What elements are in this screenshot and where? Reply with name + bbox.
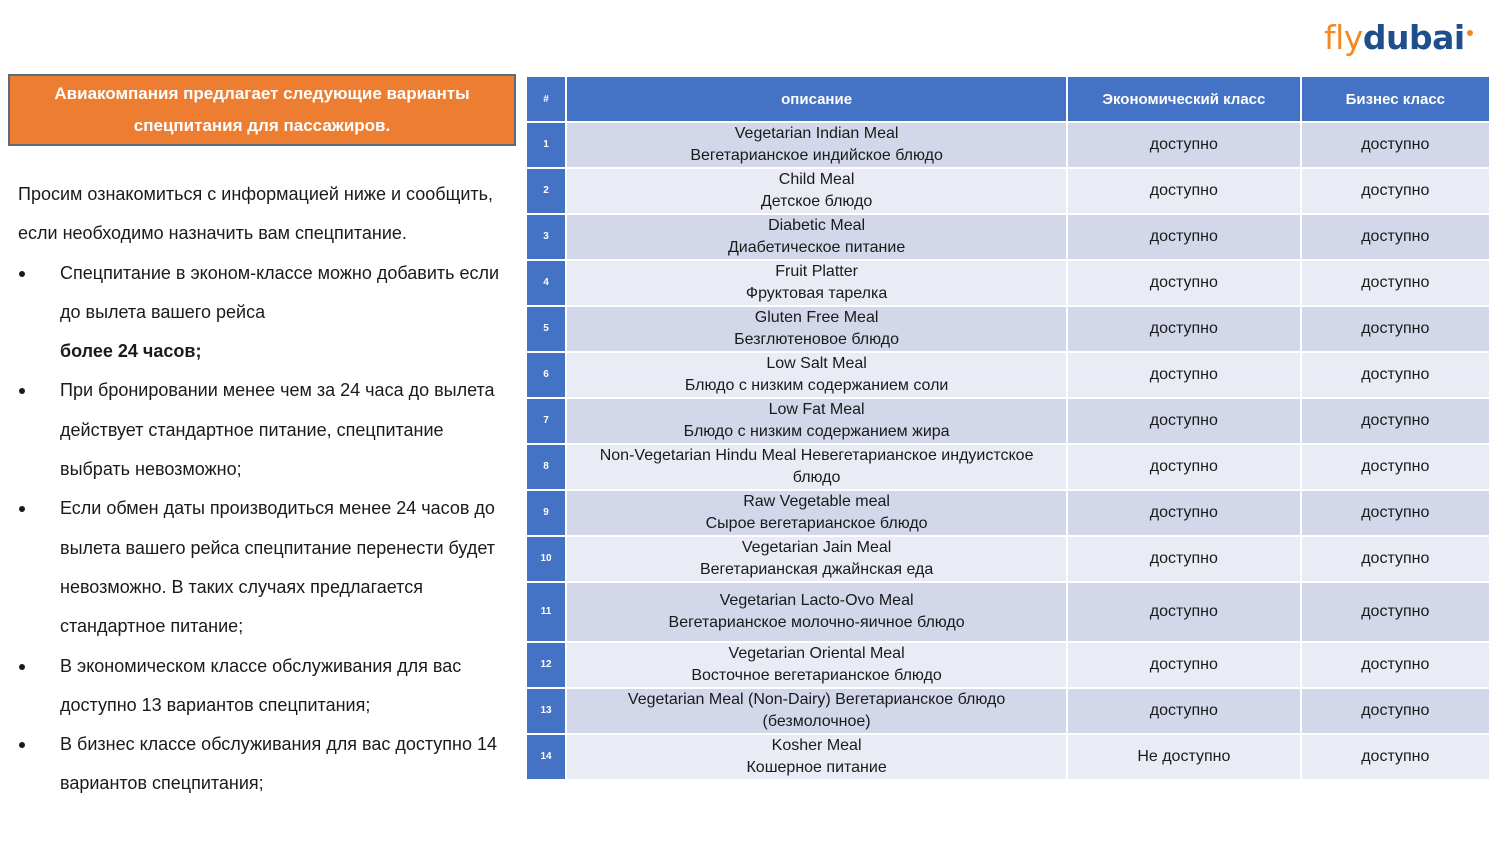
row-number: 13: [527, 689, 565, 733]
header-economy: Экономический класс: [1068, 77, 1299, 121]
economy-availability: доступно: [1068, 491, 1299, 535]
table-row: [527, 445, 1489, 489]
meal-description: [567, 399, 1066, 443]
table-row: [527, 643, 1489, 687]
meal-name-line2: Безглютеновое блюдо: [734, 331, 900, 348]
meal-name-line2: Блюдо с низким содержанием жира: [683, 423, 950, 440]
row-number: 4: [527, 261, 565, 305]
economy-availability: доступно: [1068, 353, 1299, 397]
flydubai-logo: [1324, 18, 1473, 58]
header-description: описание: [567, 77, 1066, 121]
meal-name-line2: Блюдо с низким содержанием соли: [684, 377, 949, 394]
economy-availability: доступно: [1068, 643, 1299, 687]
meal-name-line1: Low Salt Meal: [766, 355, 867, 372]
business-availability: доступно: [1302, 735, 1489, 779]
bullet-bold-text: более 24 часов;: [60, 341, 202, 362]
bullet-item: [18, 371, 513, 489]
table-row: [527, 735, 1489, 779]
economy-availability: доступно: [1068, 445, 1299, 489]
meal-name-line2: Детское блюдо: [760, 193, 873, 210]
meal-name-line2: блюдо: [792, 469, 841, 486]
meal-name-line1: Vegetarian Indian Meal: [734, 125, 899, 142]
meal-name-line2: Фруктовая тарелка: [745, 285, 888, 302]
logo-dot-icon: [1467, 30, 1473, 36]
meal-name-line1: Vegetarian Meal (Non-Dairy) Вегетарианское блюдо: [627, 691, 1006, 708]
meal-name-line2: (безмолочное): [762, 713, 871, 730]
row-number: 3: [527, 215, 565, 259]
economy-availability: Не доступно: [1068, 735, 1299, 779]
meal-description: [567, 445, 1066, 489]
business-availability: доступно: [1302, 261, 1489, 305]
meal-name-line1: Kosher Meal: [771, 737, 862, 754]
meal-description: [567, 215, 1066, 259]
table-row: [527, 169, 1489, 213]
bullet-item: [18, 254, 513, 372]
business-availability: доступно: [1302, 123, 1489, 167]
meal-name-line1: Diabetic Meal: [768, 217, 866, 234]
business-availability: доступно: [1302, 399, 1489, 443]
bullet-item: [18, 725, 513, 804]
business-availability: доступно: [1302, 537, 1489, 581]
row-number: 8: [527, 445, 565, 489]
meal-name-line2: Вегетарианская джайнская еда: [699, 561, 934, 578]
row-number: 9: [527, 491, 565, 535]
meal-name-line1: Non-Vegetarian Hindu Meal Невегетарианское индуистское: [599, 447, 1034, 464]
row-number: 10: [527, 537, 565, 581]
header-banner-line1: Авиакомпания предлагает следующие варианты: [54, 84, 470, 103]
meal-name-line1: Fruit Platter: [775, 263, 858, 280]
bullet-text: Спецпитание в эконом-классе можно добавить если до вылета вашего рейса: [60, 262, 500, 322]
bullet-text: В экономическом классе обслуживания для вас доступно 13 вариантов спецпитания;: [60, 655, 462, 715]
meal-description: [567, 537, 1066, 581]
meal-name-line2: Диабетическое питание: [727, 239, 906, 256]
bullet-text: При бронировании менее чем за 24 часа до вылета действует стандартное питание, спецпитание выбрать невозможно;: [60, 380, 495, 480]
business-availability: доступно: [1302, 491, 1489, 535]
bullet-item: [18, 489, 513, 646]
header-banner-line2: спецпитания для пассажиров.: [133, 116, 391, 135]
business-availability: доступно: [1302, 643, 1489, 687]
business-availability: доступно: [1302, 583, 1489, 641]
logo-dubai-text: dubai: [1362, 18, 1465, 57]
meal-description: [567, 491, 1066, 535]
meal-name-line1: Vegetarian Oriental Meal: [728, 645, 905, 662]
table-row: [527, 537, 1489, 581]
business-availability: доступно: [1302, 689, 1489, 733]
header-number: #: [527, 77, 565, 121]
economy-availability: доступно: [1068, 215, 1299, 259]
bullet-text: Если обмен даты производиться менее 24 часов до вылета вашего рейса спецпитание перенести будет невозможно. В таких случаях предлагается стандартное питание;: [60, 498, 495, 637]
economy-availability: доступно: [1068, 689, 1299, 733]
header-business: Бизнес класс: [1302, 77, 1489, 121]
row-number: 7: [527, 399, 565, 443]
intro-paragraph: Просим ознакомиться с информацией ниже и сообщить, если необходимо назначить вам спецпитание.: [18, 184, 494, 244]
table-row: [527, 583, 1489, 641]
meal-name-line2: Кошерное питание: [746, 759, 887, 776]
meal-name-line2: Сырое вегетарианское блюдо: [705, 515, 928, 532]
economy-availability: доступно: [1068, 537, 1299, 581]
table-row: [527, 689, 1489, 733]
table-row: [527, 399, 1489, 443]
info-bullet-list: [18, 254, 513, 804]
business-availability: доступно: [1302, 215, 1489, 259]
meal-name-line2: Вегетарианское молочно-яичное блюдо: [668, 614, 965, 631]
header-banner: [8, 74, 516, 146]
row-number: 11: [527, 583, 565, 641]
meal-description: [567, 353, 1066, 397]
row-number: 6: [527, 353, 565, 397]
bullet-item: [18, 647, 513, 726]
economy-availability: доступно: [1068, 307, 1299, 351]
meal-description: [567, 583, 1066, 641]
economy-availability: доступно: [1068, 399, 1299, 443]
business-availability: доступно: [1302, 169, 1489, 213]
row-number: 14: [527, 735, 565, 779]
meal-name-line1: Child Meal: [778, 171, 855, 188]
meal-description: [567, 307, 1066, 351]
meal-name-line1: Vegetarian Lacto-Ovo Meal: [719, 592, 914, 609]
economy-availability: доступно: [1068, 583, 1299, 641]
table-body: [527, 123, 1489, 779]
business-availability: доступно: [1302, 445, 1489, 489]
logo-fly-text: fly: [1324, 18, 1363, 57]
meal-description: [567, 735, 1066, 779]
meal-description: [567, 643, 1066, 687]
bullet-text: В бизнес классе обслуживания для вас доступно 14 вариантов спецпитания;: [60, 734, 498, 794]
table-row: [527, 261, 1489, 305]
table-row: [527, 353, 1489, 397]
economy-availability: доступно: [1068, 261, 1299, 305]
meal-name-line1: Raw Vegetable meal: [743, 493, 890, 510]
business-availability: доступно: [1302, 353, 1489, 397]
business-availability: доступно: [1302, 307, 1489, 351]
row-number: 1: [527, 123, 565, 167]
table-row: [527, 491, 1489, 535]
special-meals-table: [525, 75, 1491, 781]
meal-name-line1: Low Fat Meal: [768, 401, 865, 418]
meal-name-line2: Вегетарианское индийское блюдо: [690, 147, 943, 164]
table-row: [527, 307, 1489, 351]
meal-name-line2: Восточное вегетарианское блюдо: [691, 667, 942, 684]
meal-description: [567, 261, 1066, 305]
economy-availability: доступно: [1068, 123, 1299, 167]
row-number: 5: [527, 307, 565, 351]
info-text-block: [18, 175, 513, 804]
table-row: [527, 215, 1489, 259]
meal-description: [567, 689, 1066, 733]
meal-description: [567, 123, 1066, 167]
table-row: [527, 123, 1489, 167]
meal-name-line1: Gluten Free Meal: [754, 309, 879, 326]
row-number: 2: [527, 169, 565, 213]
meal-description: [567, 169, 1066, 213]
meal-name-line1: Vegetarian Jain Meal: [741, 539, 892, 556]
economy-availability: доступно: [1068, 169, 1299, 213]
row-number: 12: [527, 643, 565, 687]
table-header-row: [527, 77, 1489, 121]
